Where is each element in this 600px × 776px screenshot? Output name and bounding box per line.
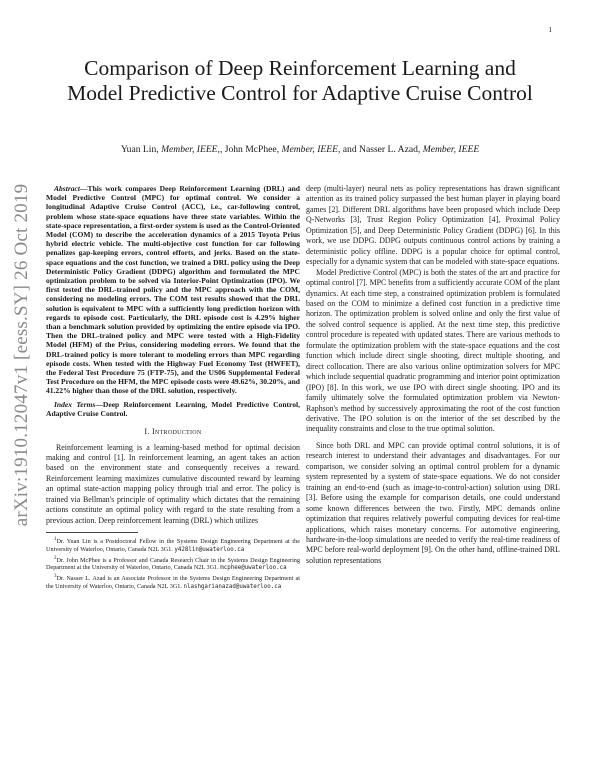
footnote-3-mark: 3: [54, 574, 57, 580]
author-2: , John McPhee,: [219, 144, 280, 155]
right-paragraph-2: Model Predictive Control (MPC) is both the states of the art and practice for optimal control [7]. MPC benefits from a sufficiently accurate COM of the plant dynamics. At each time step, a constrained optimization problem is formulated based on the COM to minimize a defined cost function in a predictive time horizon. The optimization problem is solved online and only the first value of the solved control sequence is applied. At the next time step, this predictive control procedure is repeated with updated states. There are various methods to formulate the optimization problem with the state-space equations and the cost function which include direct single shooting, direct multiple shooting, and direct collocation. There are also various online optimization solvers for MPC which include sequential quadratic programming and interior point optimization (IPO) [8]. In this work, we use IPO with direct single shooting. IPO and its family ultimately solve the formulated optimization problem via Newton-Raphson's method by successively approximating the root of the cost function derivative. The IPO solution is on the interior of the set described by the inequality constraints and close to the true optimal solution.: [306, 267, 560, 434]
author-1-role: Member, IEEE,: [161, 144, 220, 155]
footnote-1-text: Dr. Yuan Lin is a Postdoctoral Fellow in the Systems Design Engineering Department at the University of Waterloo, Ontario, Canada N2L 3G1.: [46, 538, 300, 553]
footnote-3-email: nlashgarianazad@uwaterloo.ca: [183, 583, 282, 590]
footnote-2-mark: 2: [54, 555, 57, 561]
page-number: 1: [548, 26, 552, 34]
footnote-3: [46, 573, 300, 591]
right-column: [306, 184, 560, 566]
footnote-2: [46, 555, 300, 573]
author-line: [55, 144, 545, 155]
right-paragraph-1: deep (multi-layer) neural nets as policy representations has drawn significant attention as its trained policy surpassed the best human player in playing board games [2]. Different DRL algorithms have been proposed which include Deep Q-Networks [3], Trust Region Policy Optimization [4], Proximal Policy Optimization [5], and Deep Deterministic Policy Gradient (DDPG) [6]. In this work, we use DDPG. DDPG outputs continuous control actions by training a deterministic policy offline. DDPG is a popular choice for optimal control, especially for a dynamic system that can be modeled with state-space equations.: [306, 184, 560, 267]
abstract: [46, 184, 300, 396]
arxiv-sidebar: [2, 140, 42, 570]
abstract-text: —This work compares Deep Reinforcement Learning (DRL) and Model Predictive Control (MPC) for optimal control. We consider a longitudinal Adaptive Cruise Control (ACC), i.e., car-following control, problem whose state-space equations have three state variables. Within the state-space representation, a first-order system is used as the Control-Oriented Model (COM) to describe the acceleration dynamics of a 2015 Toyota Prius hybrid electric vehicle. The multi-objective cost function for car following penalizes gap-keeping errors, control efforts, and jerks. Based on the state-space equations and the cost function, we trained a DRL policy using the Deep Deterministic Policy Gradient (DDPG) algorithm and formulated the MPC optimization problem to be solved via Interior-Point Optimization (IPO). We first tested the DRL-trained policy and the MPC approach with the COM, considering no modeling errors. The COM test results showed that the DRL solution is equivalent to MPC with a sufficiently long prediction horizon with regards to episode cost. Particularly, the DRL episode cost is 4.29% higher than a benchmark solution provided by optimizing the entire episode via IPO. Then the DRL-trained policy and MPC were tested with a High-Fidelity Model (HFM) of the Prius, considering modeling errors. We found that the DRL-trained policy is more tolerant to modeling errors than MPC regarding episode costs. When tested with the Highway Fuel Economy Test (HWFET), the Federal Test Procedure 75 (FTP-75), and the US06 Supplemental Federal Test Procedure on the HFM, the MPC episode costs were 49.62%, 30.20%, and 41.22% higher than those of the DRL solution, respectively.: [46, 184, 300, 396]
footnote-3-text: Dr. Nasser L. Azad is an Associate Professor in the Systems Design Engineering Department at the University of Waterloo, Ontario, Canada N2L 3G1.: [46, 575, 300, 590]
footnote-2-text: Dr. John McPhee is a Professor and Canada Research Chair in the Systems Design Engineering Department at the University of Waterloo, Ontario, Canada N2L 3G1.: [46, 556, 300, 572]
abstract-lead: Abstract: [54, 184, 80, 193]
author-3-role: Member, IEEE: [422, 144, 480, 155]
footnote-1-email: y428lin@uwaterloo.ca: [174, 546, 245, 553]
intro-paragraph: Reinforcement learning is a learning-based method for optimal decision making and control [1]. In reinforcement learning, an agent takes an action based on the environment state and consequently receives a reward. Reinforcement learning maximizes cumulative discounted reward by learning an optimal state-action mapping policy through trial and error. The policy is trained via Bellman's principle of optimality which dictates that the remaining actions constitute an optimal policy with regard to the state resulting from a previous action. Deep reinforcement learning (DRL) which utilizes: [46, 442, 300, 525]
arxiv-identifier: arXiv:1910.12047v1 [eess.SY] 26 Oct 2019: [11, 183, 32, 527]
right-paragraph-3: Since both DRL and MPC can provide optimal control solutions, it is of research interest to understand their advantages and disadvantages. For our comparison, we consider solving an optimal control problem for a dynamic system represented by a system of state-space equations. We do not consider training an end-to-end (such as image-to-control-action) solution using DRL [3]. Before using the example for comparison details, one could understand some known differences between the two. Firstly, MPC demands online optimization that requires relatively powerful computing devices for real-time applications, which raises monetary concerns. For automotive engineering, hardware-in-the-loop simulations are needed to verify the real-time readiness of MPC before real-world deployment [9]. On the other hand, offline-trained DRL solution representations: [306, 440, 560, 565]
author-2-role: Member, IEEE,: [281, 144, 341, 155]
author-3: and Nasser L. Azad,: [340, 144, 421, 155]
footnote-2-email: mcphee@uwaterloo.ca: [220, 565, 287, 572]
index-terms-lead: Index Terms: [54, 399, 96, 409]
footnotes: [46, 536, 300, 591]
index-terms: [46, 400, 300, 418]
author-1: Yuan Lin,: [120, 144, 159, 155]
paper-title: Comparison of Deep Reinforcement Learning and Model Predictive Control for Adaptive Cruise Control: [67, 56, 533, 105]
left-column: [46, 184, 300, 592]
footnote-1: [46, 536, 300, 554]
index-terms-text: —Deep Reinforcement Learning, Model Predictive Control, Adaptive Cruise Control.: [46, 399, 300, 418]
section-heading: I. Introduction: [144, 427, 202, 437]
footnote-1-mark: 1: [54, 537, 57, 543]
